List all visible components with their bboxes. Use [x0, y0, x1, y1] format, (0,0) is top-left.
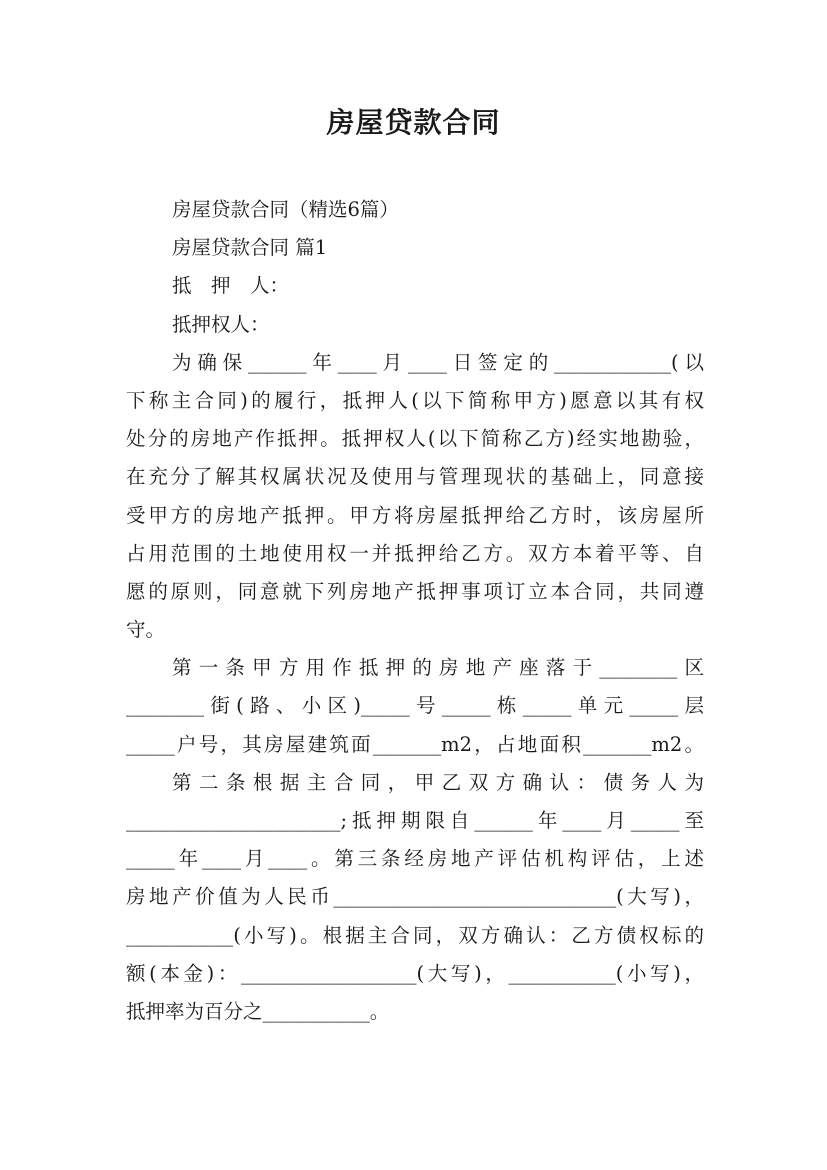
- article-2-line: _____年____月____。第三条经房地产评估机构评估，上述: [126, 847, 704, 871]
- article-3-line: 抵押率为百分之___________。: [126, 999, 390, 1023]
- article-1-line: _____户号，其房屋建筑面_______m2，占地面积_______m2。: [126, 732, 704, 756]
- paragraph-line: 受甲方的房地产抵押。甲方将房屋抵押给乙方时，该房屋所: [126, 503, 704, 527]
- article-3-line: 房地产价值为人民币_____________________________(大写)，: [126, 885, 704, 909]
- article-2-line: ______________________;抵押期限自______年____月_____至: [126, 809, 704, 832]
- document-title: 房屋贷款合同: [326, 106, 501, 139]
- article-3-line: ___________(小写)。根据主合同，双方确认：乙方债权标的: [126, 923, 704, 947]
- section-heading: 房屋贷款合同 篇1: [172, 236, 328, 260]
- paragraph-line: 为确保______年____月____日签定的____________(以: [172, 350, 704, 374]
- paragraph-line: 守。: [126, 618, 166, 642]
- mortgagee-label: 抵押权人：: [172, 312, 270, 336]
- subtitle-line: 房屋贷款合同（精选6篇）: [172, 198, 399, 221]
- article-2-line: 第二条根据主合同，甲乙双方确认：债务人为: [172, 770, 704, 794]
- article-1-line: ________街(路、小区)_____号_____栋_____单元_____层: [126, 694, 704, 718]
- mortgagor-label: 抵 押 人：: [172, 274, 290, 298]
- document-body: [126, 191, 704, 1031]
- paragraph-line: 下称主合同)的履行，抵押人(以下简称甲方)愿意以其有权: [126, 388, 704, 412]
- paragraph-line: 处分的房地产作抵押。抵押权人(以下简称乙方)经实地勘验，: [126, 427, 704, 451]
- article-3-line: 额(本金)：__________________(大写)，___________(小写)，: [126, 961, 704, 985]
- paragraph-line: 在充分了解其权属状况及使用与管理现状的基础上，同意接: [126, 465, 704, 489]
- article-1-line: 第一条甲方用作抵押的房地产座落于________区: [172, 656, 704, 680]
- paragraph-line: 愿的原则，同意就下列房地产抵押事项订立本合同，共同遵: [126, 579, 704, 603]
- paragraph-line: 占用范围的土地使用权一并抵押给乙方。双方本着平等、自: [126, 541, 704, 565]
